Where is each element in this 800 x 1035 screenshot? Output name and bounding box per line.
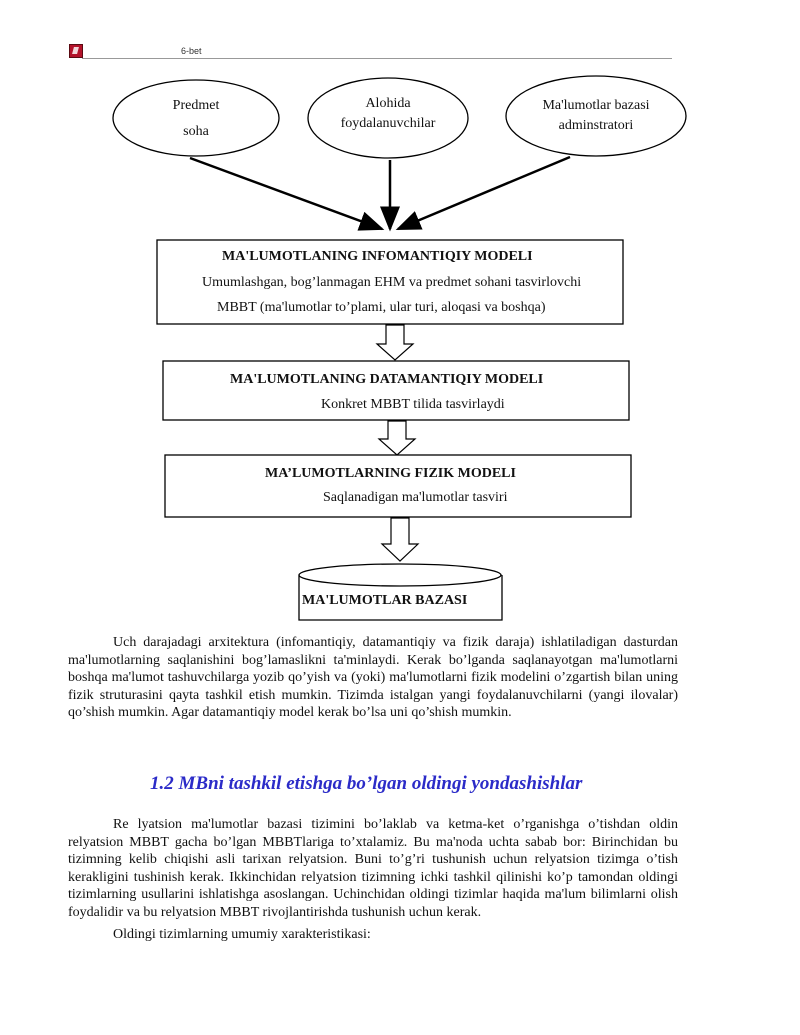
source-label-line2: adminstratori [558, 118, 634, 133]
source-label-users [318, 94, 458, 134]
database-cylinder-top [299, 564, 501, 586]
source-label-line1: Ma'lumotlar bazasi [542, 98, 650, 113]
page-number-label: 6-bet [181, 46, 202, 56]
arrow-to-database [382, 518, 418, 561]
source-label-subject-area [146, 93, 246, 145]
source-label-db-admin [516, 96, 676, 136]
infological-model-line1: Umumlashgan, bog’lanmagan EHM va predmet sohani tasvirlovchi [202, 275, 582, 290]
source-label-line2: soha [183, 124, 209, 139]
paragraph-characteristics-intro: Oldingi tizimlarning umumiy xarakteristikasi: [113, 927, 371, 942]
arrow-to-physical [379, 421, 415, 455]
section-title: 1.2 MBni tashkil etishga bo’lgan oldingi yondashishlar [150, 773, 583, 794]
infological-model-title: MA'LUMOTLANING INFOMANTIQIY MODELI [222, 249, 533, 264]
paragraph-architecture: Uch darajadagi arxitektura (infomantiqiy, datamantiqiy va fizik daraja) ishlatiladigan dasturdan ma'lumotlarning saqlanishini bog’lamaslikni ta'minlaydi. Kerak bo’lganda saqlanayotgan ma'lumotlarni boshqa ma'lumot tashuvchilarga yozib qo’yish va (yoki) ma'lumotlarni fizik modelini o’zgartish bilan uning fizik struturasini qayta tashkil etish mumkin. Tizimda istalgan yangi foydalanuvchilarni (yangi ilovalar) qo’shish mumkin. Agar datamantiqiy model kerak bo’lsa uni qo’shish mumkin. [68, 635, 678, 720]
datalogical-model-title: MA'LUMOTLANING DATAMANTIQIY MODELI [230, 372, 544, 387]
arrow-subject-area [190, 158, 382, 229]
physical-model-title: MA’LUMOTLARNING FIZIK MODELI [265, 466, 516, 481]
arrow-db-admin [398, 157, 570, 229]
source-label-line1: Alohida [365, 96, 411, 111]
physical-model-line1: Saqlanadigan ma'lumotlar tasviri [323, 490, 508, 505]
source-label-line1: Predmet [172, 98, 220, 113]
paragraph-history: Re lyatsion ma'lumotlar bazasi tizimini bo’laklab va ketma-ket o’rganishga o’tishdan oldin relyatsion MBBT gacha bo’lgan MBBTlariga to’xtalamiz. Bu ma'noda uchta sabab bor: Birinchidan bu tizimning kelib chiqishi asli tarixan relyatsion. Buni to’g’ri tushunish uchun relyatsion tizimga o’tish kerakligini tushinish kerak. Ikkinchidan relyatsion tizimning ichki tashkil qilinishi ko’p tamondan oldingi tizimlarning usullarini ishlatishga asoslangan. Uchinchidan oldingi tizimlar haqida ma'lum bilimlarni olish foydalidir va bu relyatsion MBBT rivojlantirishda tushunish uchun kerak. [68, 817, 678, 920]
source-label-line2: foydalanuvchilar [340, 116, 436, 131]
datalogical-model-line1: Konkret MBBT tilida tasvirlaydi [321, 397, 505, 412]
database-label: MA'LUMOTLAR BAZASI [302, 593, 468, 608]
physical-model-box [165, 455, 631, 517]
infological-model-line2: MBBT (ma'lumotlar to’plami, ular turi, aloqasi va boshqa) [217, 300, 546, 315]
arrow-to-datalogical [377, 325, 413, 360]
